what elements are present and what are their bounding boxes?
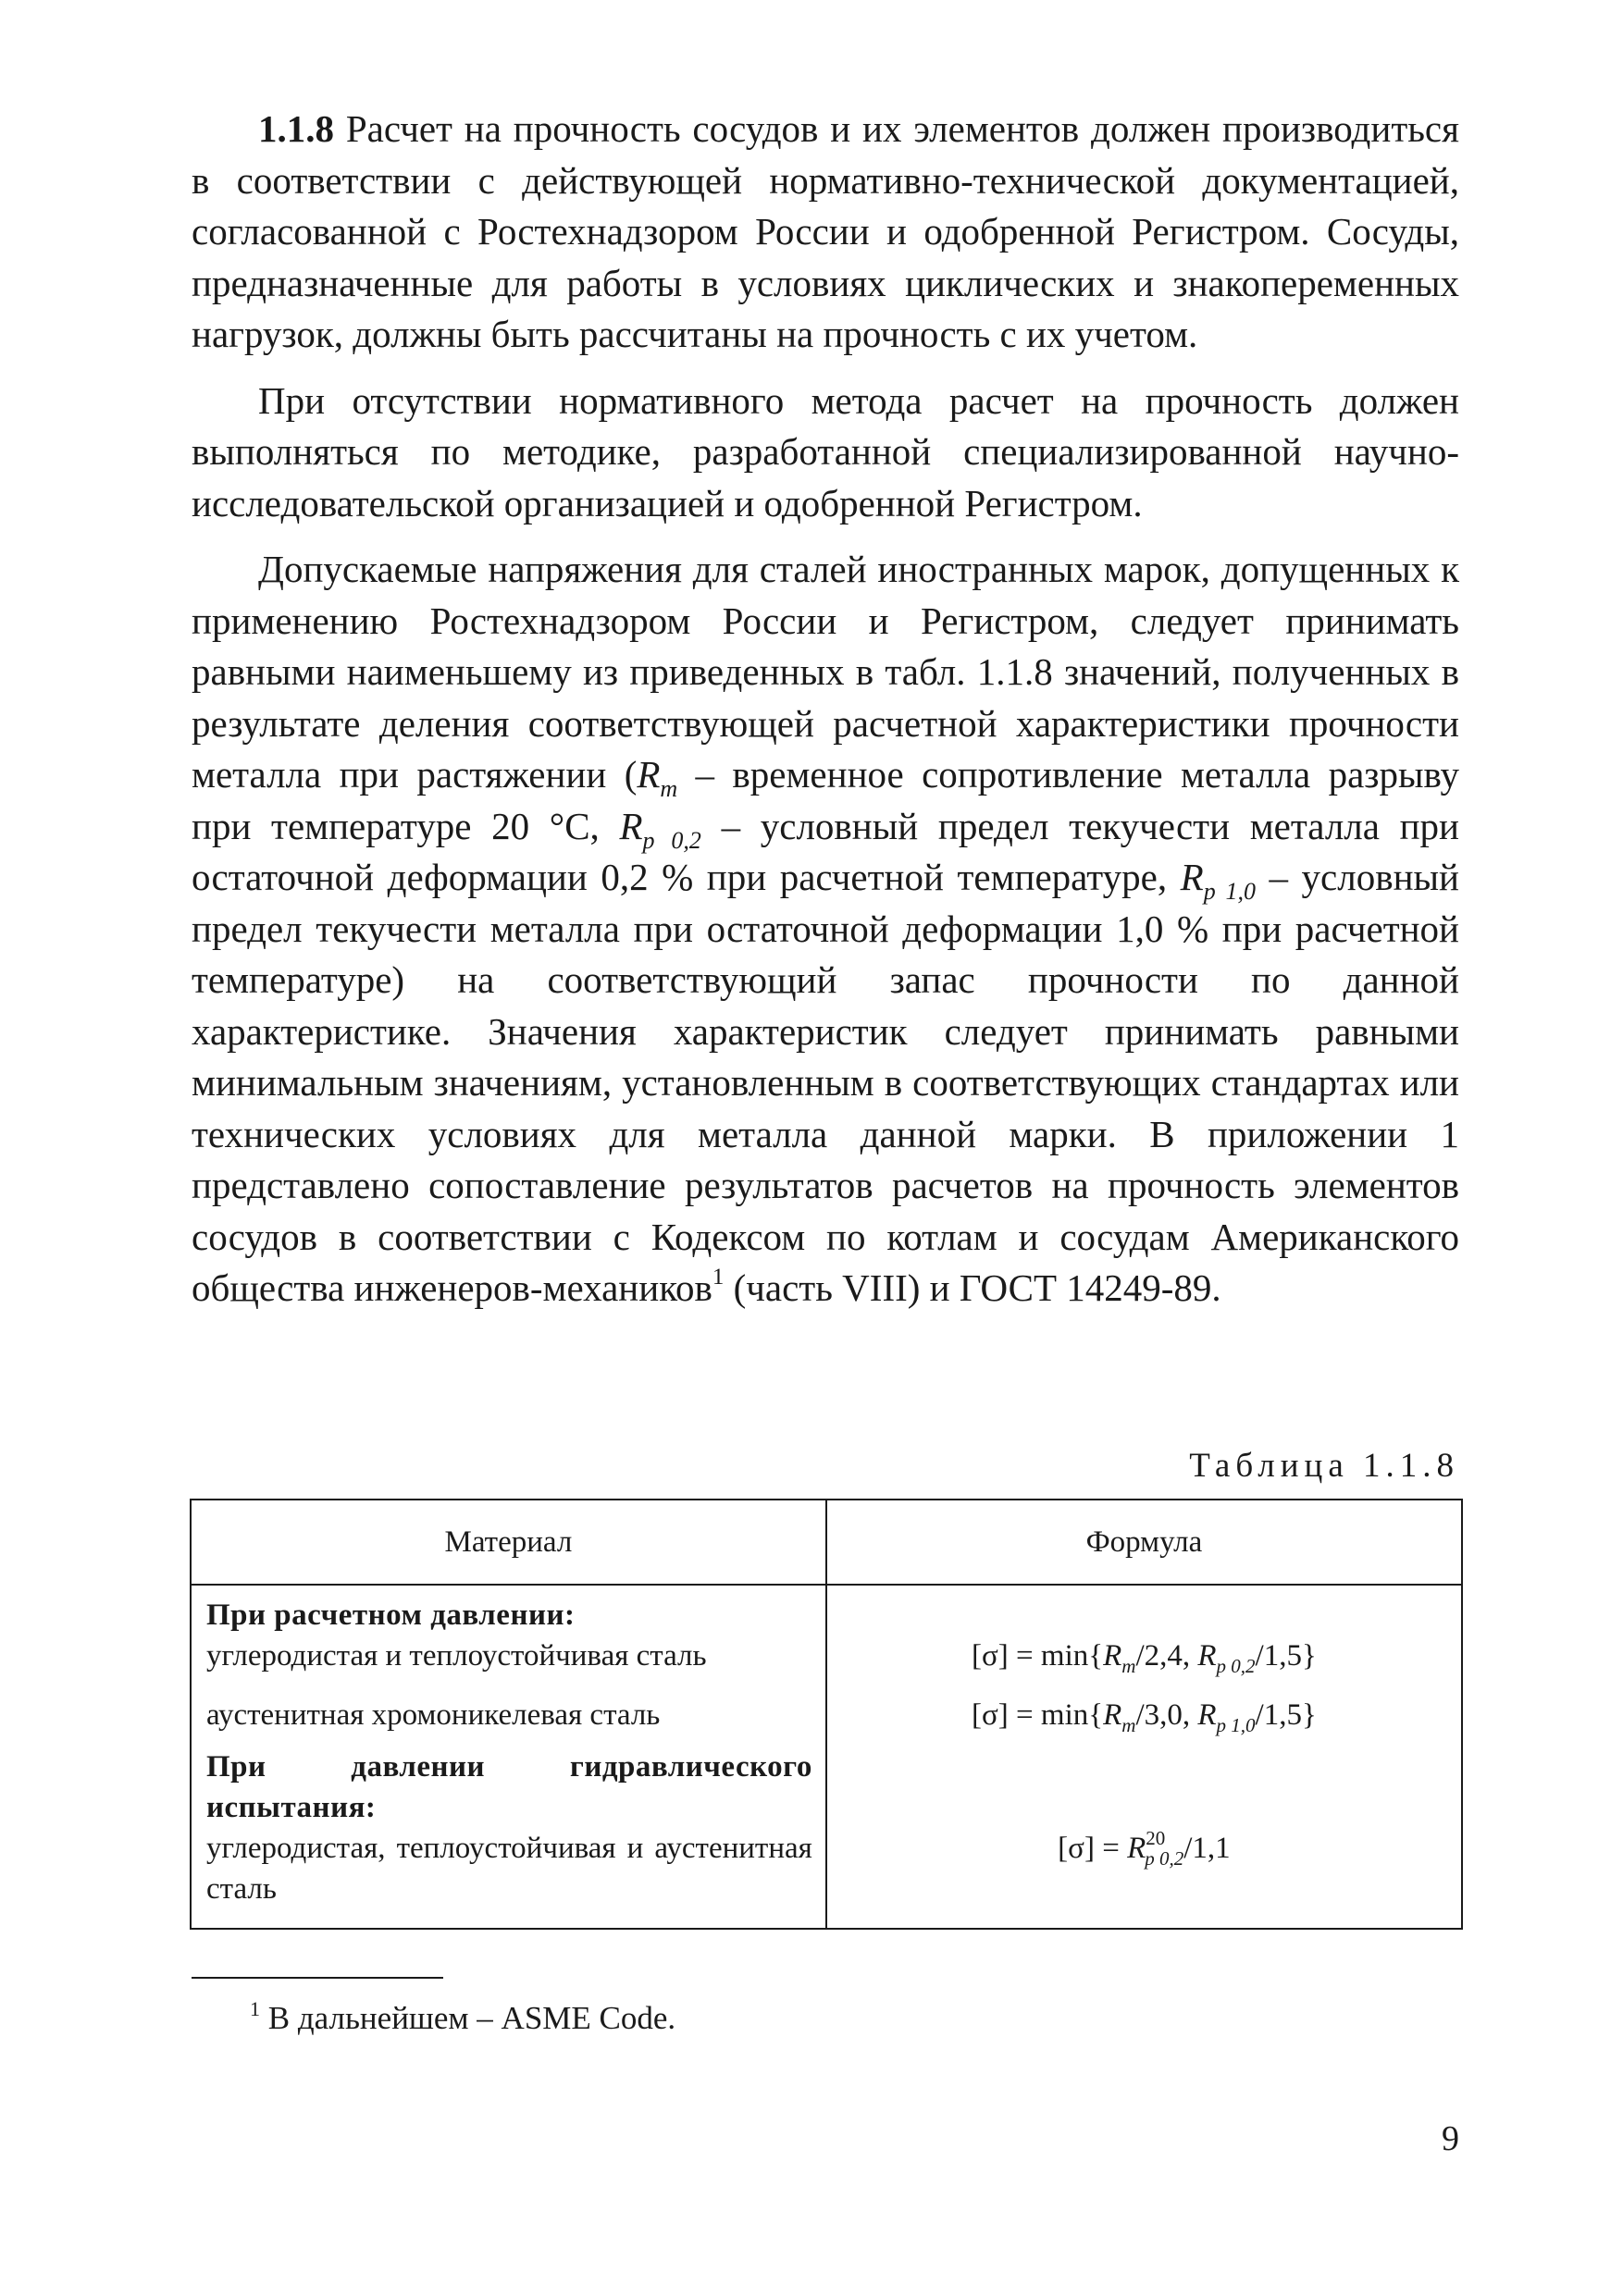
footnote-text: В дальнейшем – ASME Code.	[260, 2000, 676, 2036]
table-header-row	[191, 1500, 1462, 1585]
footnote	[250, 1998, 675, 2039]
symbol-rm: $R_m$	[637, 753, 678, 802]
table-caption: Таблица 1.1.8	[1189, 1447, 1459, 1485]
formula-carbon-steel: $[\sigma] = \min\{R_m/2,4$, $R_{p 0,2}/1,5$}	[972, 1639, 1317, 1677]
paragraph-1-text: Расчет на прочность сосудов и их элементов должен производиться в соответствии с действующей нормативно-технической документацией, согласованной с Ростехнадзором России и одобренной Регистром. Сосуды, предназначенные для работы в условиях циклических и знакопеременных нагрузок, должны быть рассчитаны на прочность с их учетом.	[192, 107, 1459, 355]
header-material: Материал	[191, 1500, 826, 1585]
paragraph-3: Допускаемые напряжения для сталей иностранных марок, допущенных к применению Ростехнадзором России и Регистром, следует принимать равными наименьшему из приведенных в табл. 1.1.8 значений, полученных в результате деления соответствующей расчетной характеристики прочности металла при растяжении ($R_m$ – временное сопротивление металла разрыву при температуре 20 °C, $R_{p 0,2}$ – условный предел текучести металла при остаточной деформации 0,2 % при расчетной температуре, $R_{p 1,0}$ – условный предел текучести металла при остаточной деформации 1,0 % при расчетной температуре) на соответствующий запас прочности по данной характеристике. Значения характеристик следует принимать равными минимальным значениям, установленным в соответствующих стандартах или технических условиях для металла данной марки. В приложении 1 представлено сопоставление результатов расчетов на прочность элементов сосудов в соответствии с Кодексом по котлам и сосудам Американского общества инженеров-механиков$^1$ (часть VIII) и ГОСТ 14249-89.	[192, 548, 1459, 1309]
section-number: 1.1.8	[258, 107, 334, 150]
material-cell	[191, 1585, 826, 1929]
formula-austenitic-steel: $[\sigma] = \min\{R_m/3,0$, $R_{p 1,0}/1,5$}	[972, 1698, 1317, 1736]
page-number: 9	[1442, 2119, 1459, 2158]
header-formula: Формула	[826, 1500, 1462, 1585]
formula-hydro-test: $[\sigma] = R^{20}_{p 0,2}/1,1$	[1058, 1827, 1231, 1870]
group-title-design-pressure: При расчетном давлении:	[206, 1599, 576, 1632]
material-carbon-heat-resistant: углеродистая и теплоустойчивая сталь	[206, 1639, 707, 1673]
footnote-mark: 1	[250, 1997, 260, 2020]
allowable-stress-table	[190, 1499, 1463, 1930]
table-row	[191, 1585, 1462, 1929]
body-text	[192, 104, 1459, 1329]
footnote-divider	[192, 1977, 443, 1979]
paragraph-2: При отсутствии нормативного метода расчет на прочность должен выполняться по методике, разработанной специализированной научно-исследовательской организацией и одобренной Регистром.	[192, 378, 1459, 525]
symbol-rp02: $R_{p 0,2}$	[619, 804, 701, 854]
material-all-steels: углеродистая, теплоустойчивая и аустенитная сталь	[206, 1832, 812, 1906]
symbol-rp10: $R_{p 1,0}$	[1180, 856, 1256, 905]
footnote-reference: 1	[712, 1265, 725, 1290]
paragraph-1	[192, 104, 1459, 361]
group-title-hydro-test: При давлении гидравлического испытания:	[206, 1750, 812, 1824]
table-container	[190, 1499, 1463, 1930]
material-austenitic: аустенитная хромоникелевая сталь	[206, 1698, 661, 1732]
formula-cell	[826, 1585, 1462, 1929]
